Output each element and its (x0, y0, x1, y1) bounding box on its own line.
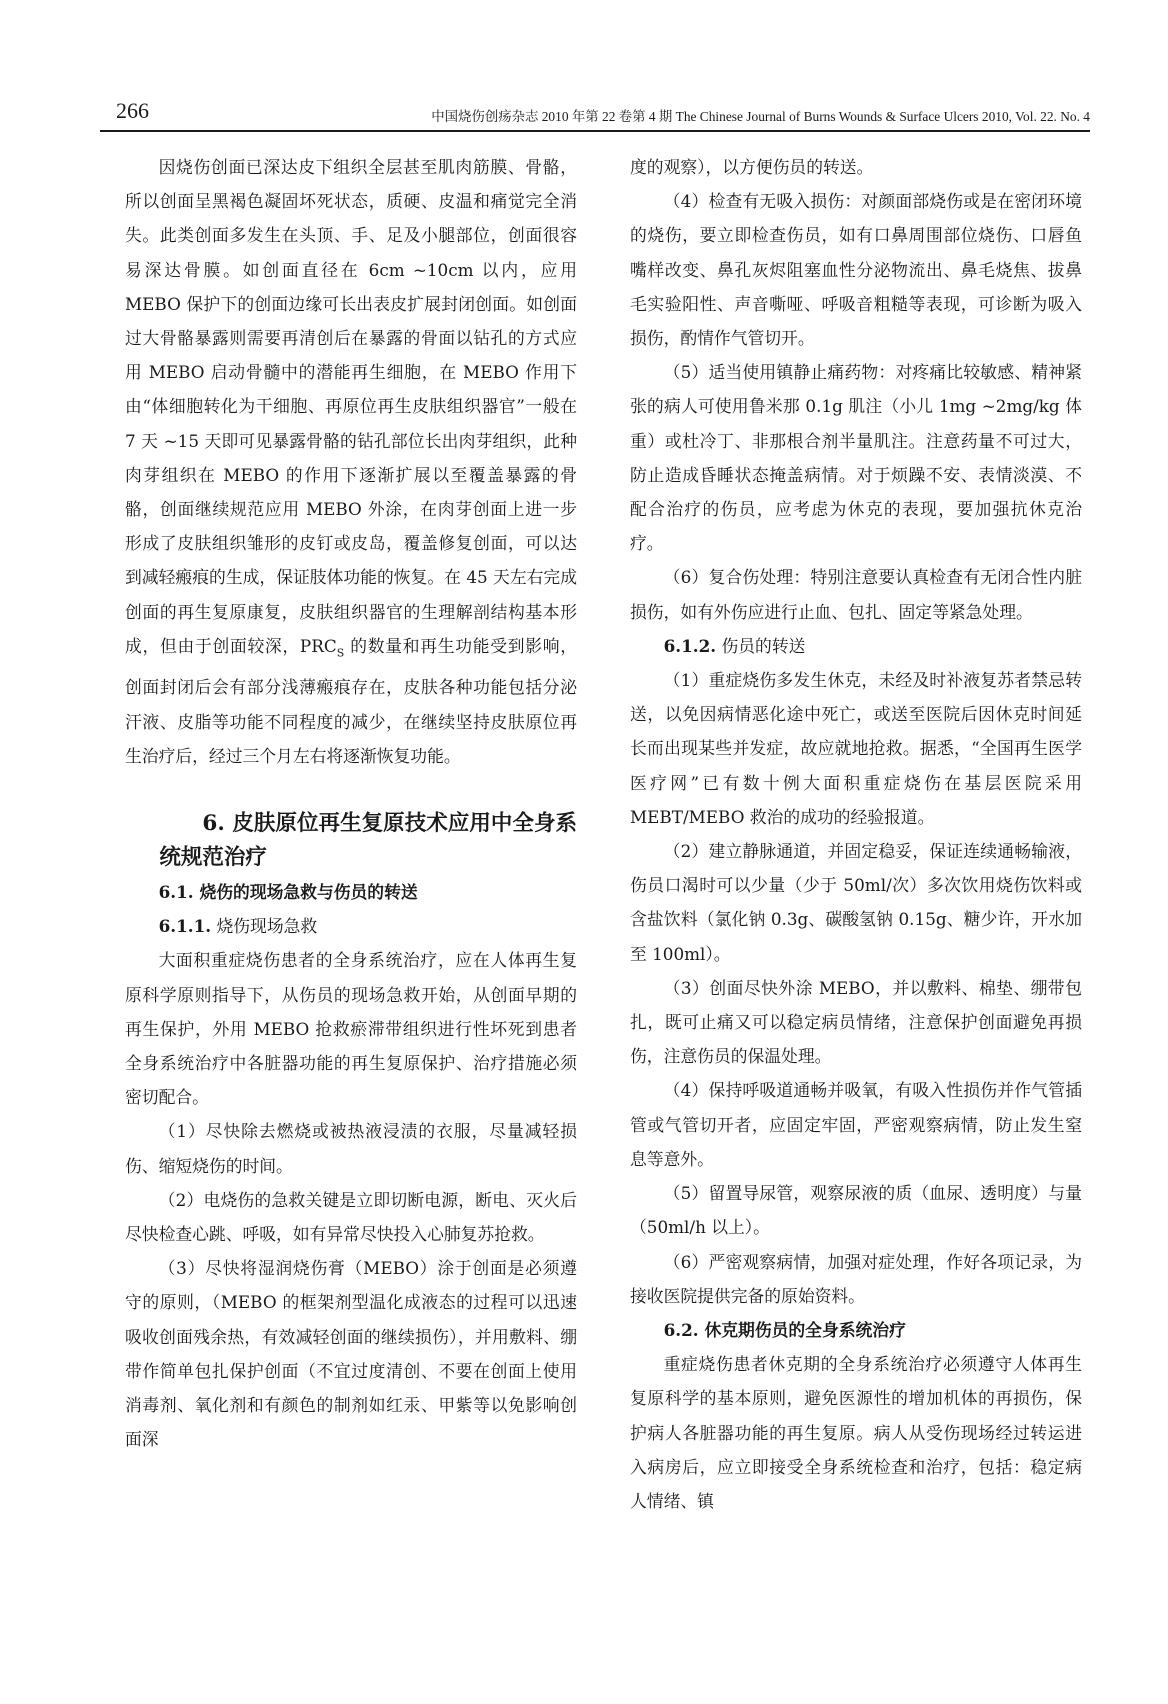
paragraph: （6）复合伤处理：特别注意要认真检查有无闭合性内脏损伤，如有外伤应进行止血、包扎、固定等紧急处理。 (630, 567, 1082, 622)
section-heading-6-1-2 (630, 629, 1082, 663)
paragraph-text: 因烧伤创面已深达皮下组织全层甚至肌肉筋膜、骨骼，所以创面呈黑褐色凝固坏死状态，质硬、皮温和痛觉完全消失。此类创面多发生在头顶、手、足及小腿部位，创面很容易深达骨膜。如创面直径在 6cm ~10cm 以内，应用 MEBO 保护下的创面边缘可长出表皮扩展封闭创面。如创面过大骨骼暴露则需要再清创后在暴露的骨面以钻孔的方式应用 MEBO 启动骨髓中的潜能再生细胞，在 MEBO 作用下由“体细胞转化为干细胞、再原位再生皮肤组织器官”一般在 7 天 ~15 天即可见暴露骨骼的钻孔部位长出肉芽组织，此种肉芽组织在 MEBO 的作用下逐渐扩展以至覆盖暴露的骨骼，创面继续规范应用 MEBO 外涂，在肉芽创面上进一步形成了皮肤组织雏形的皮钉或皮岛，覆盖修复创面，可以达到减轻瘢痕的生成，保证肢体功能的恢复。在 45 天左右完成创面的再生复原康复，皮肤组织器官的生理解剖结构基本形成，但由于创面较深， (125, 157, 577, 656)
paragraph: 大面积重症烧伤患者的全身系统治疗，应在人体再生复原科学原则指导下，从伤员的现场急救开始，从创面早期的再生保护，外用 MEBO 抢救瘀滞带组织进行性坏死到患者全身系统治疗中各脏器功能的再生复原保护、治疗措施必须密切配合。 (125, 950, 577, 1108)
section-heading-6-2: 6.2. 休克期伤员的全身系统治疗 (663, 1319, 906, 1340)
paragraph: （3）创面尽快外涂 MEBO，并以敷料、棉垫、绷带包扎，既可止痛又可以稳定病员情绪，注意保护创面避免再损伤，注意伤员的保温处理。 (630, 977, 1082, 1067)
paragraph: 重症烧伤患者休克期的全身系统治疗必须遵守人体再生复原科学的基本原则，避免医源性的增加机体的再损伤，保护病人各脏器功能的再生复原。病人从受伤现场经过转运进入病房后，应立即接受全身系统检查和治疗，包括：稳定病人情绪、镇 (630, 1354, 1082, 1511)
heading-title: 伤员的转送 (716, 635, 806, 656)
paragraph: （4）保持呼吸道通畅并吸氧，有吸入性损伤并作气管插管或气管切开者，应固定牢固，严密观察病情，防止发生窒息等意外。 (630, 1080, 1082, 1169)
spacer (125, 773, 577, 807)
paragraph: （2）建立静脉通道，并固定稳妥，保证连续通畅输液，伤员口渴时可以少量（少于 50ml/次）多次饮用烧伤饮料或含盐饮料（氯化钠 0.3g、碳酸氢钠 0.15g、糖少许，开水加至 100ml）。 (630, 841, 1082, 964)
paragraph: （5）适当使用镇静止痛药物：对疼痛比较敏感、精神紧张的病人可使用鲁米那 0.1g 肌注（小儿 1mg ~2mg/kg 体重）或杜冷丁、非那根合剂半量肌注。注意药量不可过大，防止造成昏睡状态掩盖病情。对于烦躁不安、表情淡漠、不配合治疗的伤员，应考虑为休克的表现，要加强抗休克治疗。 (630, 362, 1082, 554)
right-column (630, 150, 1082, 1518)
heading-title: 烧伤现场急救 (211, 916, 318, 937)
running-header (100, 96, 1090, 132)
section-heading-6: 6. 皮肤原位再生复原技术应用中全身系统规范治疗 (159, 811, 577, 871)
section-heading-6-1-1 (125, 909, 577, 943)
paragraph: （4）检查有无吸入损伤：对颜面部烧伤或是在密闭环境的烧伤，要立即检查伤员，如有口鼻周围部位烧伤、口唇鱼嘴样改变、鼻孔灰烬阻塞血性分泌物流出、鼻毛烧焦、拔鼻毛实验阳性、声音嘶哑、呼吸音粗糙等表现，可诊断为吸入损伤，酌情作气管切开。 (630, 191, 1082, 349)
prc-subscript: S (336, 646, 345, 660)
heading-number: 6.1.1. (158, 916, 212, 937)
page-number: 266 (116, 98, 149, 123)
paragraph: （3）尽快将湿润烧伤膏（MEBO）涂于创面是必须遵守的原则，（MEBO 的框架剂型温化成液态的过程可以迅速吸收创面残余热，有效减轻创面的继续损伤），并用敷料、绷带作简单包扎保护创面（不宜过度清创、不要在创面上使用消毒剂、氧化剂和有颜色的制剂如红汞、甲紫等以免影响创面深 (125, 1258, 577, 1450)
paragraph: （2）电烧伤的急救关键是立即切断电源，断电、灭火后尽快检查心跳、呼吸，如有异常尽快投入心肺复苏抢救。 (125, 1189, 577, 1245)
paragraph: （6）严密观察病情，加强对症处理，作好各项记录，为接收医院提供完备的原始资料。 (630, 1251, 1082, 1306)
journal-running-head: 中国烧伤创疡杂志 2010 年第 22 卷第 4 期 The Chinese Journal of Burns Wounds & Surface Ulcers 2010, Vol. 22. No. 4 (431, 109, 1090, 124)
section-heading-6-1: 6.1. 烧伤的现场急救与伤员的转送 (158, 882, 418, 903)
paragraph: （1）重症烧伤多发生休克，未经及时补液复苏者禁忌转送，以免因病情恶化途中死亡，或送至医院后因休克时间延长而出现某些并发症，故应就地抢救。据悉，“全国再生医学医疗网”已有数十例大面积重症烧伤在基层医院采用 MEBT/MEBO 救治的成功的经验报道。 (630, 670, 1082, 827)
left-column (125, 150, 577, 1456)
paragraph-continued: 度的观察），以方便伤员的转送。 (630, 157, 874, 177)
heading-number: 6.1.2. (663, 635, 717, 656)
paragraph (125, 150, 577, 773)
paragraph: （1）尽快除去燃烧或被热液浸渍的衣服，尽量减轻损伤、缩短烧伤的时间。 (125, 1121, 577, 1176)
prc-abbrev: PRC (299, 635, 337, 656)
paragraph-text: 的数量和再生功能受到影响，创面封闭后会有部分浅薄瘢痕存在，皮肤各种功能包括分泌汗液、皮脂等功能不同程度的减少，在继续坚持皮肤原位再生治疗后，经过三个月左右将逐渐恢复功能。 (125, 635, 577, 766)
paragraph: （5）留置导尿管，观察尿液的质（血尿、透明度）与量（50ml/h 以上）。 (630, 1183, 1082, 1238)
